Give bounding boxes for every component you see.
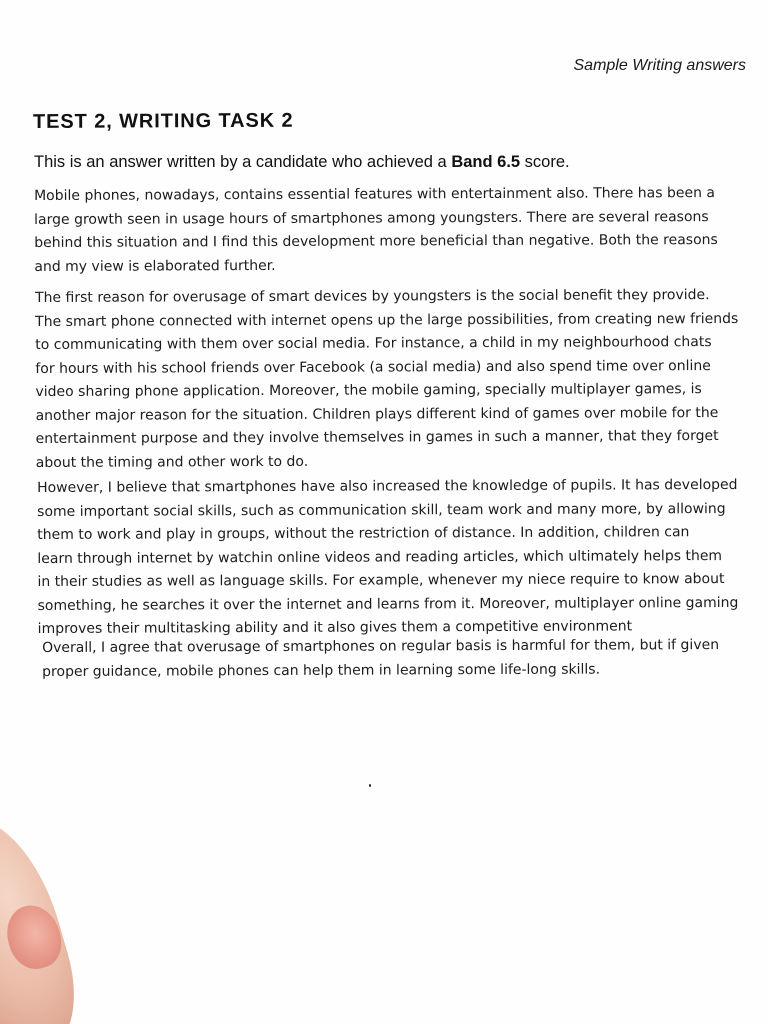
band-score: Band 6.5 xyxy=(451,153,521,171)
answer-paragraph-3 xyxy=(37,474,738,642)
running-header: Sample Writing answers xyxy=(573,57,746,74)
answer-line: about the timing and other work to do. xyxy=(35,453,309,471)
answer-line: The first reason for overusage of smart devices by youngsters is the social benefit they provide. xyxy=(35,287,710,306)
intro-sentence xyxy=(34,153,570,172)
answer-line: in their studies as well as language skills. For example, whenever my niece require to know about xyxy=(37,571,725,590)
answer-line: Mobile phones, nowadays, contains essential features with entertainment also. There has been a xyxy=(34,185,715,204)
answer-line: The smart phone connected with internet opens up the large possibilities, from creating new friends xyxy=(35,310,739,330)
intro-text-after: score. xyxy=(520,153,570,171)
answer-line: However, I believe that smartphones have also increased the knowledge of pupils. It has developed xyxy=(37,476,738,496)
answer-line: entertainment purpose and they involve themselves in games in such a manner, that they forget xyxy=(35,428,719,447)
answer-line: another major reason for the situation. Children plays different kind of games over mobile for the xyxy=(35,404,719,424)
answer-line: large growth seen in usage hours of smartphones among youngsters. There are several reasons xyxy=(34,208,709,228)
answer-line: video sharing phone application. Moreover, the mobile gaming, specially multiplayer games, is xyxy=(35,381,702,400)
answer-paragraph-1 xyxy=(34,182,734,279)
answer-paragraph-4 xyxy=(42,634,742,684)
answer-line: some important social skills, such as communication skill, team work and many more, by allowing xyxy=(37,500,726,520)
stray-ink-mark xyxy=(369,784,371,787)
answer-line: something, he searches it over the internet and learns from it. Moreover, multiplayer online gaming xyxy=(37,594,739,614)
intro-text-before: This is an answer written by a candidate who achieved a xyxy=(34,153,452,171)
answer-line: and my view is elaborated further. xyxy=(34,257,276,275)
answer-line: them to work and play in groups, without the restriction of distance. In addition, children can xyxy=(37,524,690,543)
task-title: TEST 2, WRITING TASK 2 xyxy=(32,109,294,133)
answer-line: Overall, I agree that overusage of smartphones on regular basis is harmful for them, but if given xyxy=(42,637,720,656)
answer-line: learn through internet by watchin online videos and reading articles, which ultimately helps them xyxy=(37,547,723,567)
answer-line: improves their multitasking ability and it also gives them a competitive environment xyxy=(37,618,633,637)
answer-line: for hours with his school friends over Facebook (a social media) and also spend time over online xyxy=(35,357,711,377)
answer-paragraph-2 xyxy=(35,284,739,475)
answer-line: to communicating with them over social media. For instance, a child in my neighbourhood chats xyxy=(35,334,712,353)
answer-line: behind this situation and I find this development more beneficial than negative. Both the reasons xyxy=(34,232,718,251)
answer-line: proper guidance, mobile phones can help them in learning some life-long skills. xyxy=(42,661,601,680)
